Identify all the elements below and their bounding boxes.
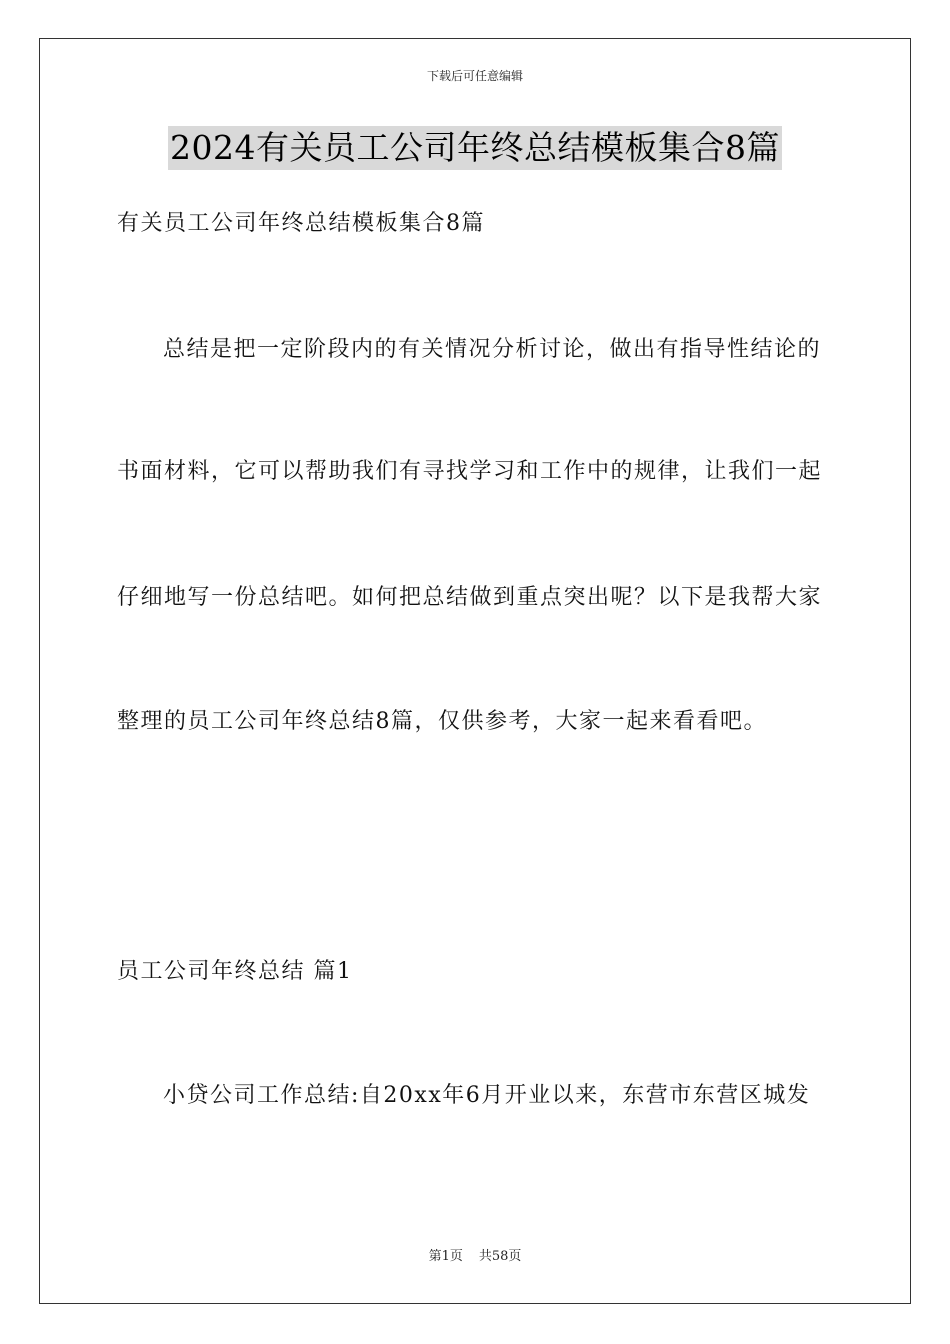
section-heading: 员工公司年终总结 篇1: [117, 959, 353, 984]
intro-line-1: 总结是把一定阶段内的有关情况分析讨论，做出有指导性结论的: [163, 337, 822, 362]
intro-line-3: 仔细地写一份总结吧。如何把总结做到重点突出呢？以下是我帮大家: [117, 585, 823, 610]
page-footer: [0, 1248, 950, 1266]
page-number: 第1页: [428, 1249, 463, 1264]
document-title: 2024有关员工公司年终总结模板集合8篇: [168, 126, 782, 170]
header-note: 下载后可任意编辑: [426, 69, 523, 83]
intro-line-4: 整理的员工公司年终总结8篇，仅供参考，大家一起来看看吧。: [117, 709, 767, 734]
intro-line-2: 书面材料，它可以帮助我们有寻找学习和工作中的规律，让我们一起: [117, 459, 823, 484]
section-first-line: 小贷公司工作总结:自20xx年6月开业以来，东营市东营区城发: [163, 1083, 811, 1108]
title-wrapper: [0, 126, 950, 170]
page-total: 共58页: [478, 1249, 522, 1264]
document-subtitle: 有关员工公司年终总结模板集合8篇: [117, 211, 485, 236]
